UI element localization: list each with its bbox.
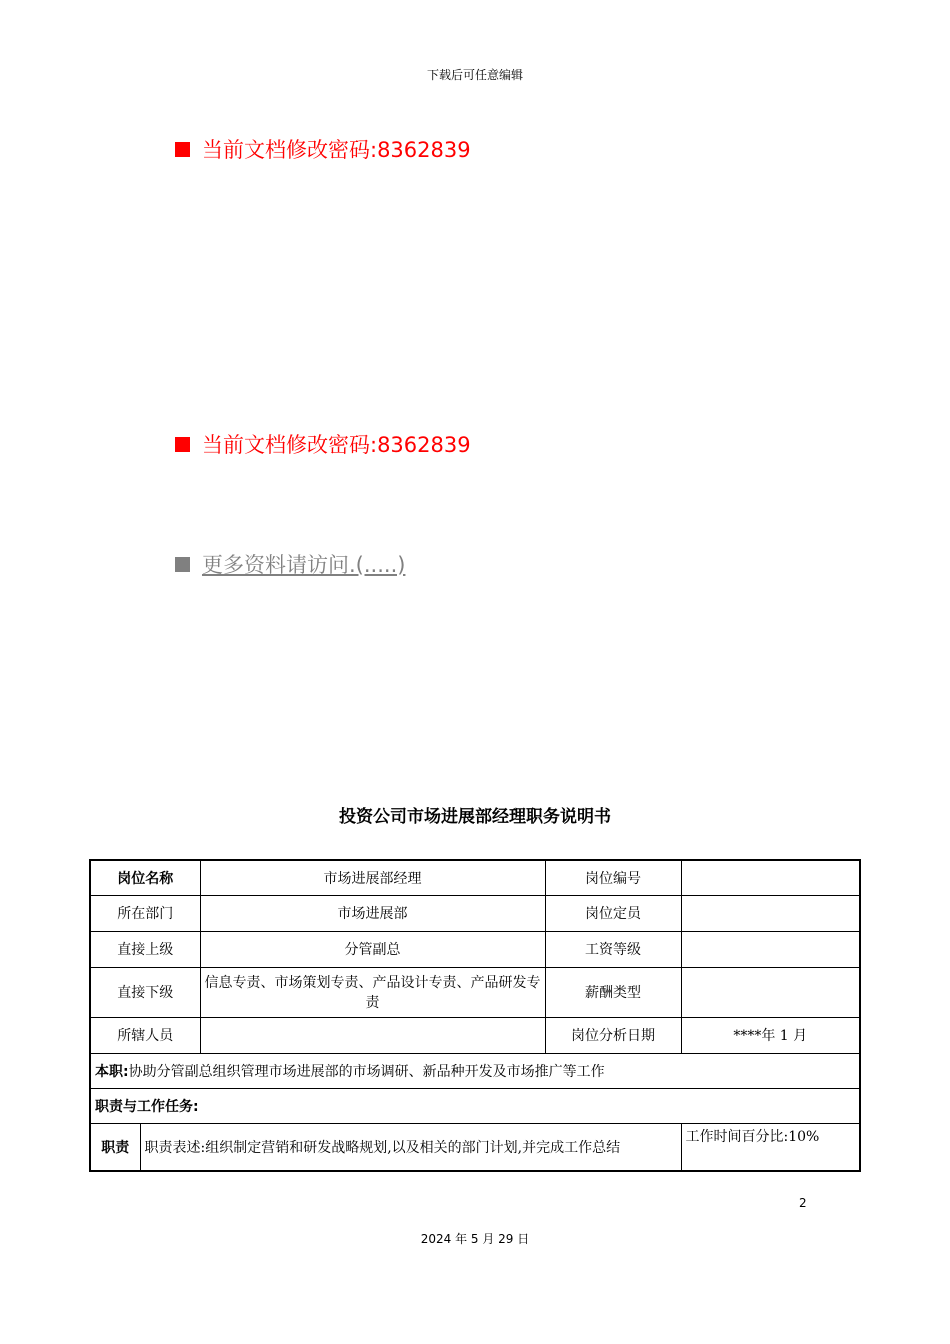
duty-text: 协助分管副总组织管理市场进展部的市场调研、新品种开发及市场推广等工作: [128, 1063, 605, 1080]
responsibility-time-percent: 工作时间百分比:10%: [681, 1123, 860, 1171]
table-row-tasks-heading: [90, 1088, 860, 1123]
table-row: [90, 1017, 860, 1053]
square-bullet-icon: [175, 437, 190, 452]
row-label: 薪酬类型: [545, 967, 681, 1017]
row-value: 分管副总: [200, 931, 545, 967]
row-label: 直接下级: [90, 967, 200, 1017]
duty-label: 本职:: [95, 1063, 129, 1080]
row-value: [681, 967, 860, 1017]
password-notice: 当前文档修改密码:8362839: [202, 433, 471, 457]
row-value: [200, 1017, 545, 1053]
responsibility-label: 职责: [90, 1123, 140, 1171]
duty-cell: [90, 1053, 860, 1088]
row-value: 市场进展部: [200, 895, 545, 931]
footer-date: 2024 年 5 月 29 日: [420, 1232, 530, 1246]
bullet-line-password-2: [175, 429, 471, 459]
square-bullet-icon: [175, 142, 190, 157]
row-value: [681, 895, 860, 931]
row-value: ****年 1 月: [681, 1017, 860, 1053]
row-label: 岗位名称: [90, 860, 200, 895]
row-label: 岗位定员: [545, 895, 681, 931]
bullet-line-password-1: [175, 134, 471, 164]
row-value: [681, 931, 860, 967]
tasks-heading: 职责与工作任务:: [90, 1088, 860, 1123]
table-row: [90, 895, 860, 931]
row-value: 市场进展部经理: [200, 860, 545, 895]
row-label: 直接上级: [90, 931, 200, 967]
table-row-responsibility: [90, 1123, 860, 1171]
row-label: 岗位编号: [545, 860, 681, 895]
bullet-line-more-info[interactable]: [175, 549, 405, 579]
row-label: 所辖人员: [90, 1017, 200, 1053]
row-label: 工资等级: [545, 931, 681, 967]
header-note: 下载后可任意编辑: [426, 68, 523, 82]
row-label: 岗位分析日期: [545, 1017, 681, 1053]
row-label: 所在部门: [90, 895, 200, 931]
page-number: 2: [799, 1196, 807, 1210]
row-value: [681, 860, 860, 895]
row-value: 信息专责、市场策划专责、产品设计专责、产品研发专责: [200, 967, 545, 1017]
square-bullet-icon: [175, 557, 190, 572]
job-description-table: [89, 859, 861, 1172]
table-row: [90, 860, 860, 895]
table-row: [90, 931, 860, 967]
table-row: [90, 967, 860, 1017]
password-notice: 当前文档修改密码:8362839: [202, 138, 471, 162]
table-row-duty: [90, 1053, 860, 1088]
document-title: 投资公司市场进展部经理职务说明书: [339, 807, 611, 827]
responsibility-description: 职责表述:组织制定营销和研发战略规划,以及相关的部门计划,并完成工作总结: [140, 1123, 681, 1171]
more-info-link[interactable]: 更多资料请访问.(.....): [202, 553, 406, 577]
